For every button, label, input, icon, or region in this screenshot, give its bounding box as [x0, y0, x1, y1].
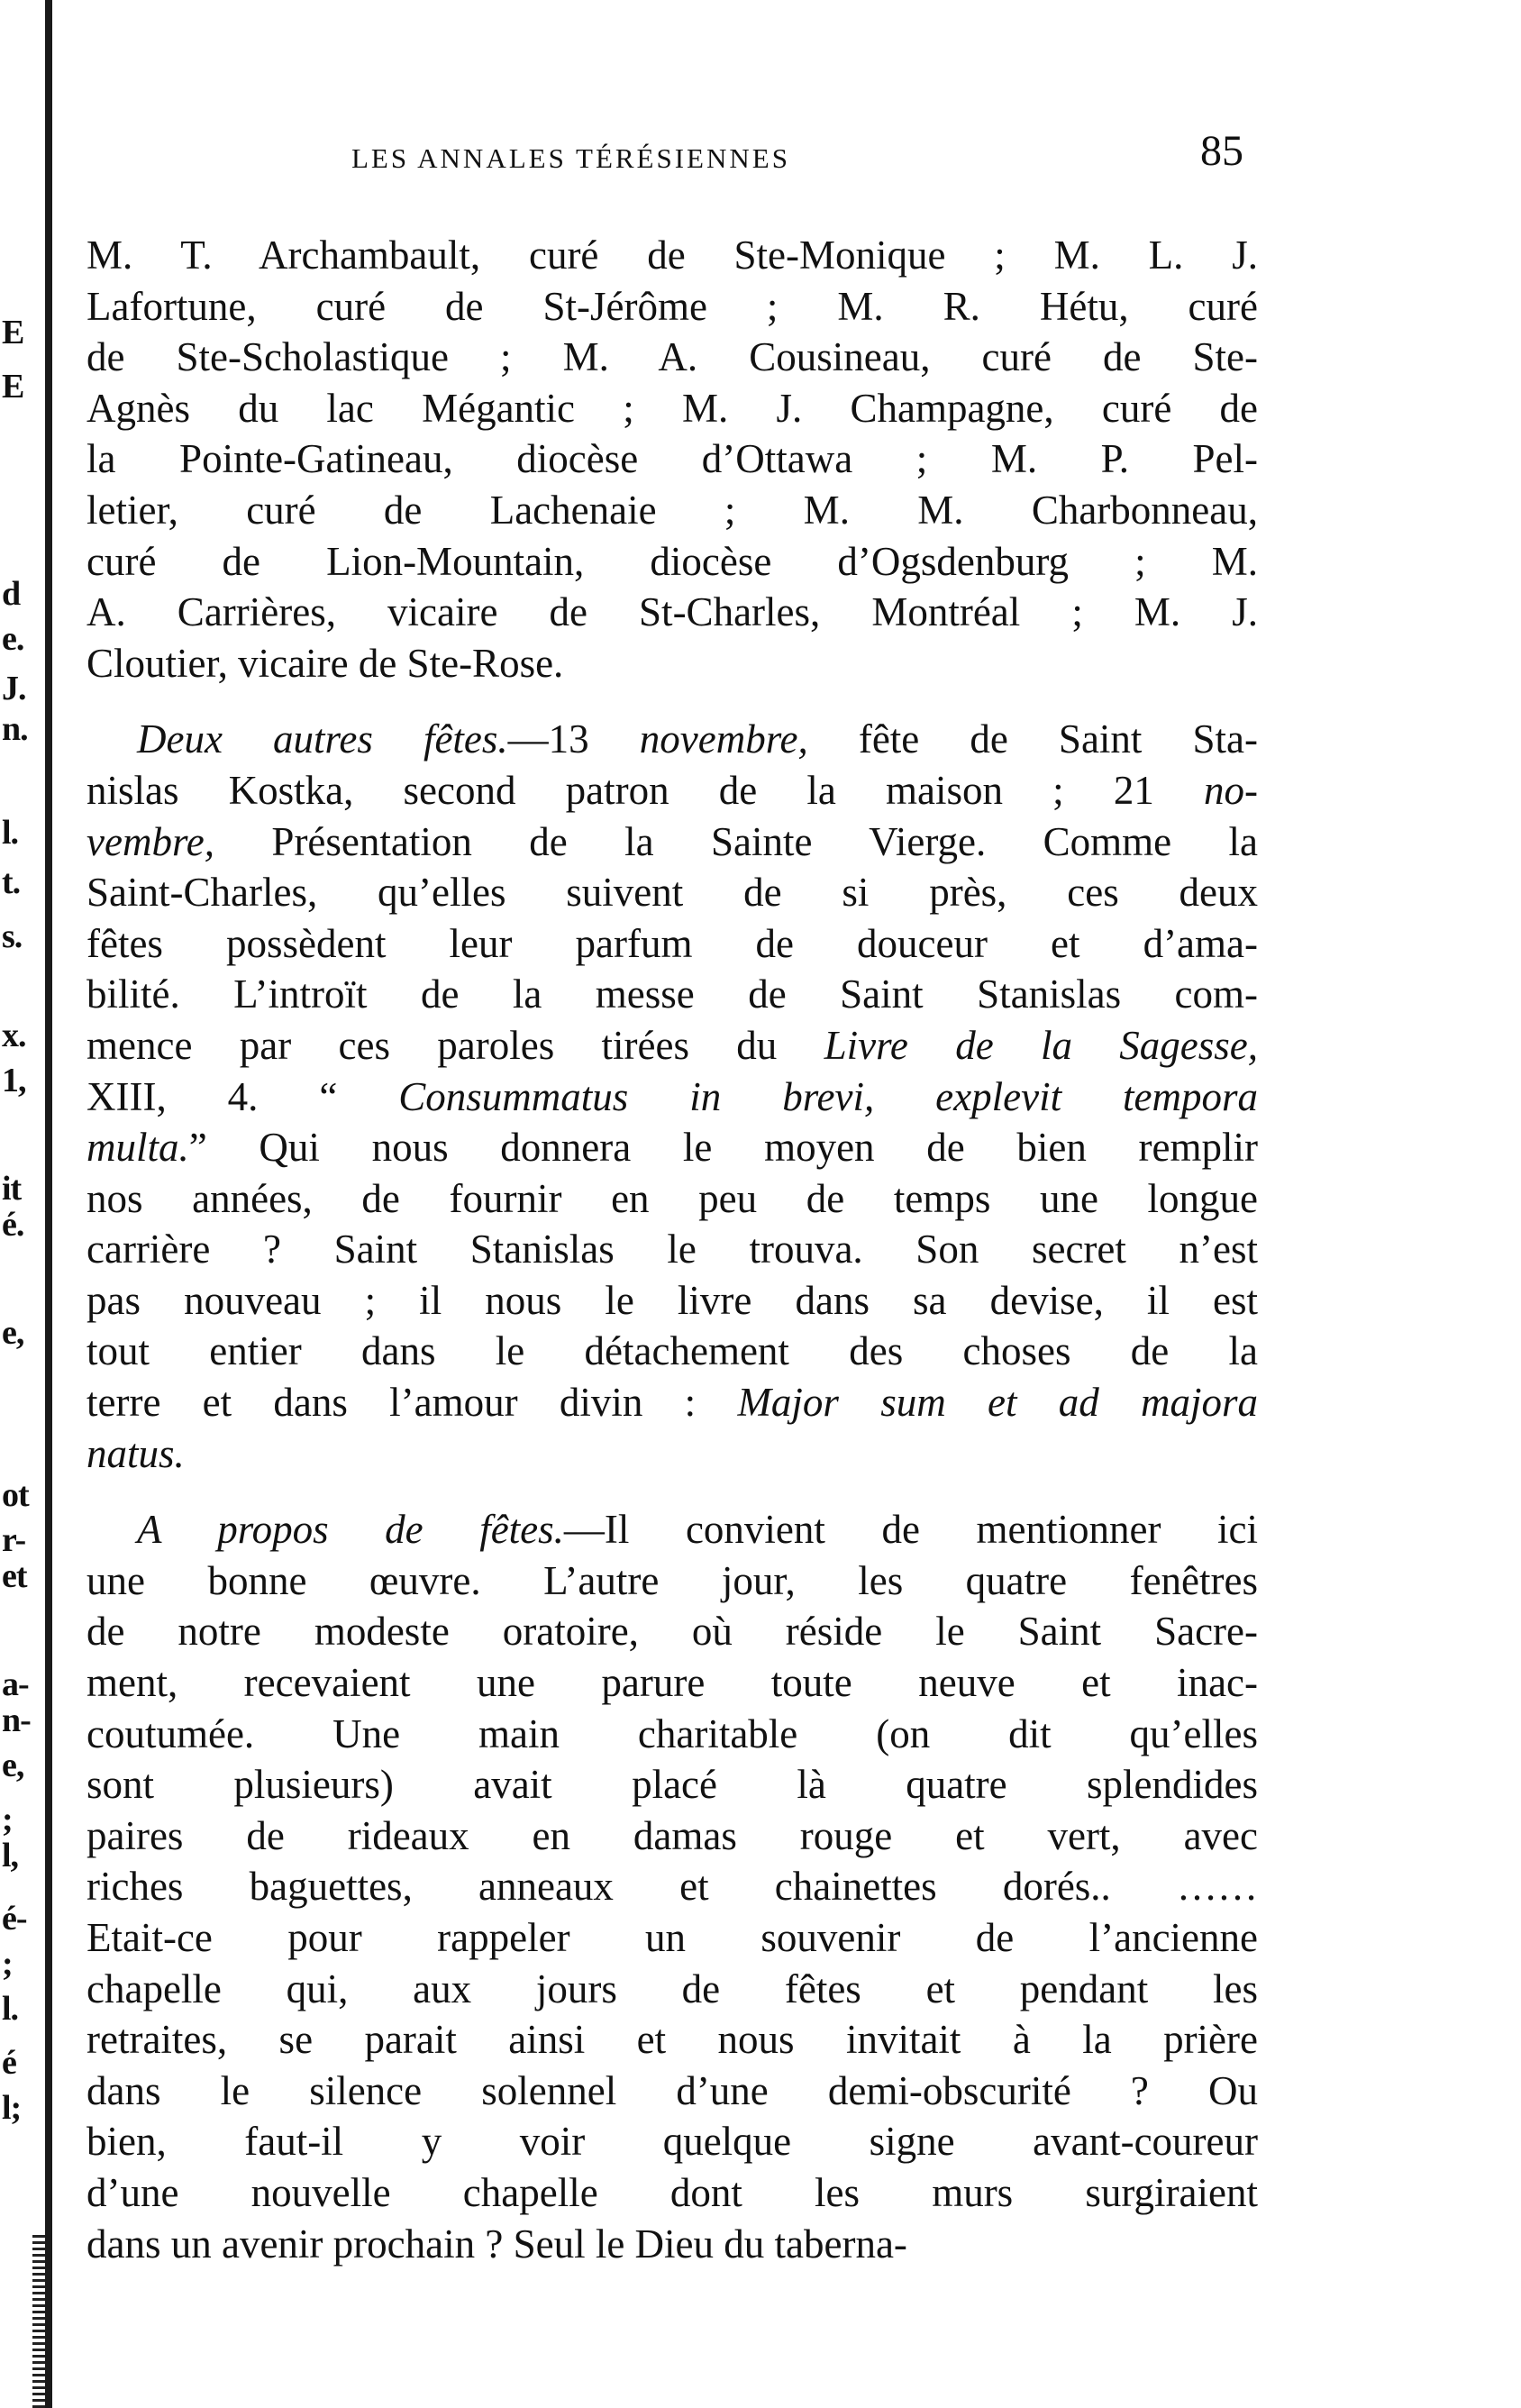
text-run: une bonne œuvre. L’autre jour, les quatre fenêtres	[87, 1557, 1258, 1603]
text-run: mence par ces paroles tirées du	[87, 1022, 824, 1068]
margin-fragment: ;	[2, 1801, 13, 1838]
text-line	[87, 1709, 1258, 1760]
gutter-rule	[45, 0, 52, 2408]
margin-fragment: e,	[2, 1314, 24, 1352]
text-run: fête de Saint Sta-	[807, 716, 1258, 762]
text-run: tout entier dans le détachement des choses de la	[87, 1328, 1258, 1374]
text-line: Lafortune, curé de St-Jérôme ; M. R. Hétu, curé	[87, 283, 1258, 329]
text-line	[87, 816, 1258, 868]
margin-fragment: ot	[2, 1476, 29, 1514]
margin-fragment: e.	[2, 620, 24, 658]
text-line	[87, 1326, 1258, 1377]
margin-fragment: et	[2, 1557, 27, 1595]
page-number: 85	[1200, 127, 1243, 175]
text-line	[87, 1555, 1258, 1607]
text-run: riches baguettes, anneaux et chainettes dorés.. ……	[87, 1864, 1258, 1910]
text-line	[87, 1122, 1258, 1173]
text-line: la Pointe-Gatineau, diocèse d’Ottawa ; M. P. Pel-	[87, 436, 1258, 482]
text-run: —13	[507, 716, 640, 762]
margin-fragment: n.	[2, 710, 28, 748]
text-run: coutumée. Une main charitable (on dit qu’elles	[87, 1710, 1258, 1756]
text-line	[87, 867, 1258, 918]
text-run: Etait-ce pour rappeler un souvenir de l’ancienne	[87, 1915, 1258, 1960]
text-line	[87, 714, 1258, 765]
text-run: dans le silence solennel d’une demi-obscurité ? Ou	[87, 2067, 1258, 2113]
text-line: Cloutier, vicaire de Ste-Rose.	[87, 640, 564, 686]
margin-fragment: r-	[2, 1521, 26, 1559]
text-line	[87, 2219, 1258, 2270]
text-line	[87, 2014, 1258, 2066]
text-line	[87, 1224, 1258, 1275]
text-run: nos années, de fournir en peu de temps une longue	[87, 1175, 1258, 1221]
text-run: A propos de fêtes.	[137, 1507, 564, 1553]
margin-fragment: t.	[2, 863, 21, 901]
text-line	[87, 1428, 1258, 1480]
text-run: ” Qui nous donnera le moyen de bien remplir	[188, 1125, 1258, 1171]
text-run: de notre modeste oratoire, où réside le Saint Sacre-	[87, 1609, 1258, 1655]
text-run: sont plusieurs) avait placé là quatre splendides	[87, 1762, 1258, 1808]
margin-fragment: é.	[2, 1206, 24, 1244]
text-run: fêtes possèdent leur parfum de douceur et d’ama-	[87, 920, 1258, 966]
margin-fragment: l,	[2, 1837, 19, 1874]
text-run: ment, recevaient une parure toute neuve et inac-	[87, 1660, 1258, 1706]
text-run: retraites, se parait ainsi et nous invitait à la prière	[87, 2017, 1258, 2063]
text-run: Consummatus in brevi, explevit tempora	[398, 1073, 1258, 1119]
text-run: Saint-Charles, qu’elles suivent de si près, ces deux	[87, 870, 1258, 916]
text-line	[87, 1377, 1258, 1428]
margin-fragment: 1,	[2, 1062, 26, 1099]
text-run: XIII, 4. “	[87, 1073, 399, 1119]
text-run: —Il convient de mentionner ici	[563, 1507, 1258, 1553]
text-line	[87, 969, 1258, 1020]
text-run: novembre,	[639, 716, 808, 762]
body-text	[87, 230, 1258, 2269]
margin-fragment: l.	[2, 814, 19, 852]
margin-fragment: s.	[2, 917, 23, 955]
text-line	[87, 1275, 1258, 1327]
text-line: Agnès du lac Mégantic ; M. J. Champagne, curé de	[87, 385, 1258, 431]
text-line	[87, 1912, 1258, 1964]
text-line: A. Carrières, vicaire de St-Charles, Montréal ; M. J.	[87, 589, 1258, 635]
text-line	[87, 765, 1258, 816]
text-line	[87, 1072, 1258, 1123]
margin-fragment: it	[2, 1170, 22, 1208]
text-run: chapelle qui, aux jours de fêtes et pendant les	[87, 1966, 1258, 2011]
text-line	[87, 918, 1258, 970]
text-run: Livre de la Sagesse,	[824, 1022, 1259, 1068]
text-run: bien, faut-il y voir quelque signe avant-coureur	[87, 2119, 1258, 2165]
margin-fragment: ;	[2, 1945, 13, 1983]
paragraph-a-propos-de-fetes	[87, 1504, 1258, 2269]
text-run: dans un avenir prochain ? Seul le Dieu du taberna-	[87, 2221, 907, 2267]
text-line: M. T. Archambault, curé de Ste-Monique ; M. L. J.	[87, 233, 1258, 278]
text-run: pas nouveau ; il nous le livre dans sa devise, il est	[87, 1277, 1258, 1323]
text-line	[87, 1606, 1258, 1657]
text-line	[87, 1657, 1258, 1709]
text-run: no-	[1204, 767, 1258, 813]
margin-fragment: l.	[2, 1990, 19, 2028]
margin-fragment: d	[2, 575, 21, 613]
text-line: de Ste-Scholastique ; M. A. Cousineau, curé de Ste-	[87, 334, 1258, 380]
text-line	[87, 1020, 1258, 1072]
margin-fragment: J.	[2, 670, 26, 707]
running-title: LES ANNALES TÉRÉSIENNES	[351, 142, 790, 174]
text-run: Deux autres fêtes.	[137, 716, 508, 762]
margin-fragment: E	[2, 368, 24, 406]
text-line	[87, 1173, 1258, 1225]
margin-fragment: E	[2, 314, 24, 351]
margin-fragment: n-	[2, 1701, 31, 1739]
text-run: paires de rideaux en damas rouge et vert, avec	[87, 1812, 1258, 1858]
text-line	[87, 1504, 1258, 1555]
text-run: Major sum et ad majora	[737, 1380, 1258, 1426]
text-run: nislas Kostka, second patron de la maison ; 21	[87, 767, 1204, 813]
text-run: carrière ? Saint Stanislas le trouva. Son secret n’est	[87, 1227, 1258, 1272]
text-line	[87, 1811, 1258, 1862]
running-head	[162, 126, 1243, 184]
margin-fragment: a-	[2, 1665, 29, 1703]
adjacent-page-fragments	[0, 0, 45, 2408]
text-line: letier, curé de Lachenaie ; M. M. Charbonneau,	[87, 487, 1258, 533]
margin-fragment: l;	[2, 2089, 22, 2127]
paragraph-deux-autres-fetes	[87, 714, 1258, 1479]
text-run: multa.	[87, 1125, 189, 1171]
margin-fragment: é-	[2, 1900, 27, 1938]
margin-fragment: x.	[2, 1017, 26, 1054]
margin-fragment: é	[2, 2044, 16, 2082]
margin-fragment: e,	[2, 1747, 24, 1784]
text-line: curé de Lion-Mountain, diocèse d’Ogsdenburg ; M.	[87, 538, 1258, 584]
paragraph-clergy-list	[87, 230, 1258, 689]
text-run: vembre,	[87, 818, 215, 864]
text-line	[87, 1964, 1258, 2015]
text-run: terre et dans l’amour divin :	[87, 1380, 738, 1426]
text-run: d’une nouvelle chapelle dont les murs surgiraient	[87, 2169, 1258, 2215]
text-line	[87, 2167, 1258, 2219]
text-line	[87, 2116, 1258, 2167]
text-line	[87, 2066, 1258, 2117]
text-run: bilité. L’introït de la messe de Saint Stanislas com-	[87, 971, 1258, 1017]
text-line	[87, 1759, 1258, 1811]
text-line	[87, 1861, 1258, 1912]
text-run: Présentation de la Sainte Vierge. Comme la	[214, 818, 1258, 864]
text-run: natus.	[87, 1430, 185, 1476]
